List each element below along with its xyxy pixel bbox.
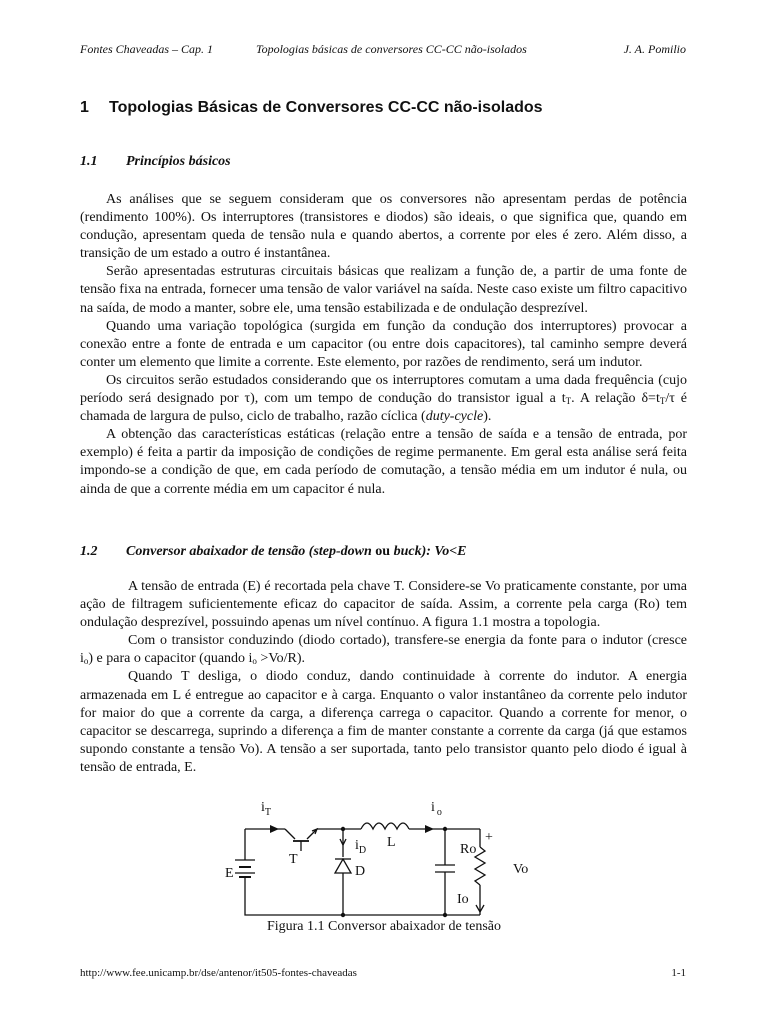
label-Ro: Ro [460,842,477,857]
diode-triangle-icon [335,859,351,873]
label-Io: Io [457,892,469,907]
label-E: E [225,866,234,881]
chapter-number: 1 [80,99,89,116]
page-number: 1-1 [671,967,686,979]
output-current-arrow-icon [425,825,434,833]
section-1-2-body [80,578,687,777]
paragraph: A obtenção das características estáticas (relação entre a tensão de saída e a tensão de entrada, por exemplo) é feita a partir da imposição de condições de regime permanente. Em geral esta análise será feita impondo-se a condição de que, em cada período de comutação, a tensão média em um indutor é nula, ou ainda de que a corrente média em um capacitor é nula. [80,427,687,497]
inductor-coil-icon [361,823,409,829]
resistor-zigzag-icon [475,847,485,885]
label-iD: $i_D$ [355,838,367,856]
label-D: D [355,864,366,879]
label-io: i $_o$ [431,800,442,818]
running-header [80,42,686,58]
paragraph: Com o transistor conduzindo (diodo cortado), transfere-se energia da fonte para o indutor (cresce $i_o$) e para o capacitor (quando $i_o >Vo/R$). [80,633,687,667]
paragraph: Os circuitos serão estudados considerando que os interruptores comutam a uma dada frequência (cujo período será designado por τ), com um tempo de condução do transistor igual a $t_T$. A relação $\delta=t_T/\tau$ é chamada de largura de pulso, ciclo de trabalho, razão cíclica (duty-cycle). [80,372,688,425]
section-number: 1.2 [80,544,98,559]
header-left: Fontes Chaveadas – Cap. 1 [80,42,213,56]
header-right: J. A. Pomilio [623,42,686,56]
paragraph: Serão apresentadas estruturas circuitais básicas que realizam a função de, a partir de uma fonte de tensão fixa na entrada, fornecer uma tensão de valor variável na saída. Neste caso existe um filtro capacitivo na saída, de modo a manter, sobre ele, uma tensão estabilizada e de ondulação desprezível. [80,264,687,316]
figure-caption: Figura 1.1 Conversor abaixador de tensão [266,919,502,934]
chapter-title-text: Topologias Básicas de Conversores CC-CC não-isolados [109,99,543,116]
paragraph: Quando uma variação topológica (surgida em função da condução dos interruptores) provocar a conexão entre a fonte de entrada e um capacitor (ou entre dois capacitores), tal caminho sempre deverá conter um elemento que limite a corrente. Este elemento, por razões de rendimento, será um indutor. [80,318,687,370]
footer-url[interactable]: http://www.fee.unicamp.br/dse/antenor/it505-fontes-chaveadas [80,967,357,979]
label-T: T [289,852,298,867]
label-Vo: Vo [513,862,529,877]
paragraph: A tensão de entrada (E) é recortada pela chave T. Considere-se Vo praticamente constante, por uma ação de filtragem suficientemente eficaz do capacitor de saída. Assim, a corrente pela carga (Ro) tem ondulação desprezível, possuindo apenas um nível contínuo. A figura 1.1 mostra a topologia. [80,579,687,631]
label-iT: $i_T$ [261,800,271,818]
chapter-title [80,99,543,117]
label-L: L [387,835,396,850]
section-1-1-body [80,191,687,499]
header-center: Topologias básicas de conversores CC-CC não-isolados [256,42,527,56]
section-1-1-heading [80,154,231,170]
section-number: 1.1 [80,154,98,169]
paragraph: Quando T desliga, o diodo conduz, dando continuidade à corrente do indutor. A energia armazenada em L é entregue ao capacitor e à carga. Enquanto o valor instantâneo da corrente pelo indutor for maior do que a corrente da carga, a diferença carrega o capacitor. Quando a corrente for menor, o capacitor se descarrega, suprindo a diferença a fim de manter constante a corrente da carga (já que estamos supondo constante a tensão Vo). A tensão a ser suportada, tanto pelo transistor quanto pelo diodo é igual à tensão de entrada, E. [80,669,687,775]
section-title: Princípios básicos [126,154,231,169]
label-plus: + [485,830,493,845]
paragraph: As análises que se seguem consideram que os conversores não apresentam perdas de potência (rendimento 100%). Os interruptores (transistores e diodos) são ideais, o que significa que, quando em condução, apresentam queda de tensão nula e quando abertos, a corrente por eles é zero. Além disso, a transição de um estado a outro é instantânea. [80,192,687,262]
section-1-2-heading: 1.2 Conversor abaixador de tensão (step-down ou buck): Vo<E [80,544,467,559]
current-arrow-icon [270,825,279,833]
transistor-collector [285,829,295,839]
buck-converter-diagram [215,795,555,925]
